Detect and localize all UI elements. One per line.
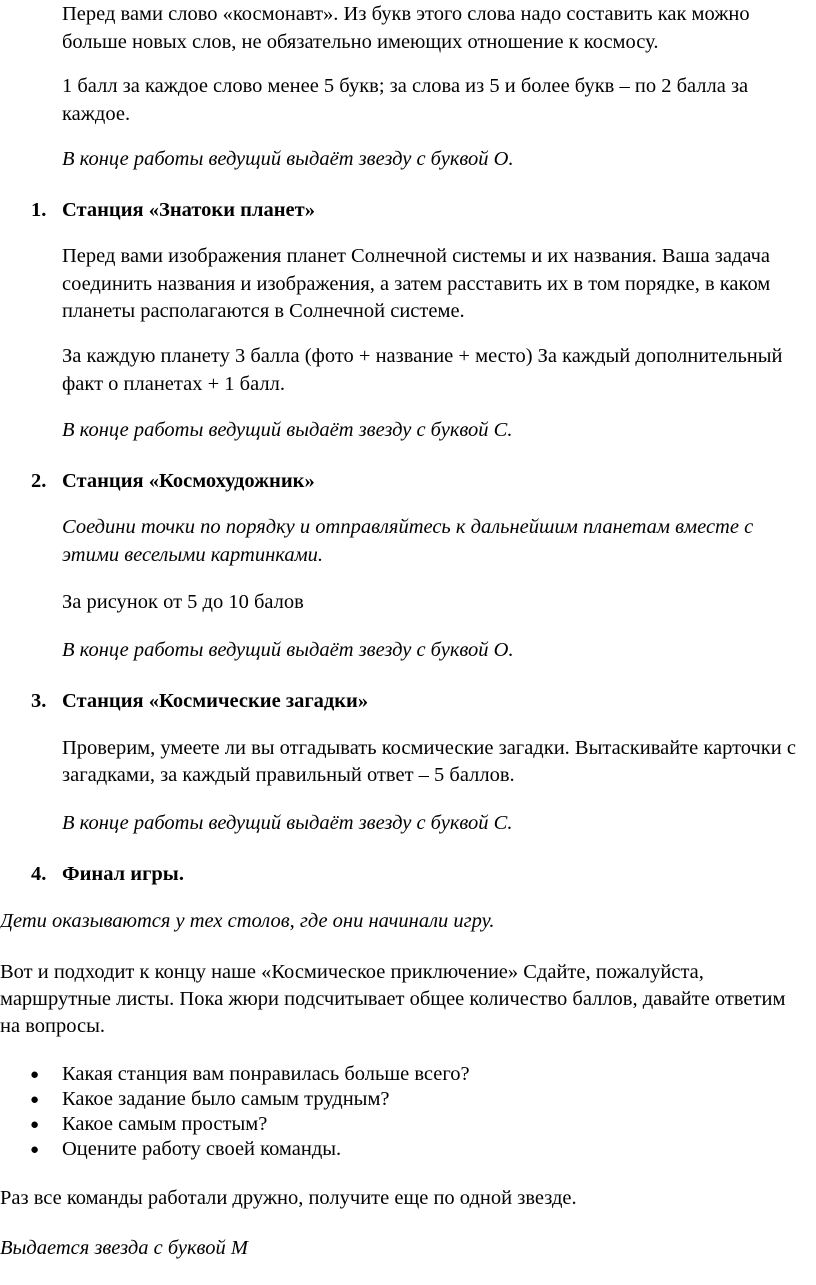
question-item: Какое самым простым?: [62, 1113, 268, 1135]
station-4-title: Финал игры.: [62, 863, 184, 885]
station-4-number: 4.: [31, 863, 47, 885]
station-2-desc-line-2: этими веселыми картинками.: [62, 544, 324, 566]
station-2-desc-line-1: Соедини точки по порядку и отправляйтесь к дальнейшим планетам вместе с: [62, 516, 754, 538]
station-1-desc-line-2: соединить названия и изображения, а затем расставить их в том порядке, в каком: [62, 273, 771, 295]
bullet-icon: ●: [30, 1117, 40, 1133]
station-1-star-note: В конце работы ведущий выдаёт звезду с буквой С.: [62, 419, 513, 441]
station-3-title: Станция «Космические загадки»: [62, 690, 369, 712]
bullet-icon: ●: [30, 1067, 40, 1083]
final-speech-line-2: маршрутные листы. Пока жюри подсчитывает общее количество баллов, давайте ответим: [0, 988, 786, 1010]
station-1-score-line-1: За каждую планету 3 балла (фото + название + место) За каждый дополнительный: [62, 345, 783, 367]
station-3-star-note: В конце работы ведущий выдаёт звезду с буквой С.: [62, 812, 513, 834]
station-1-number: 1.: [31, 199, 47, 221]
intro-task-line-2: больше новых слов, не обязательно имеющих отношение к космосу.: [62, 31, 659, 53]
final-closing: Раз все команды работали дружно, получите еще по одной звезде.: [0, 1187, 577, 1209]
final-children-note: Дети оказываются у тех столов, где они начинали игру.: [0, 910, 495, 932]
station-2-score-line-1: За рисунок от 5 до 10 балов: [62, 591, 304, 613]
station-3-number: 3.: [31, 690, 47, 712]
question-item: Оцените работу своей команды.: [62, 1138, 342, 1160]
bullet-icon: ●: [30, 1142, 40, 1158]
station-2-number: 2.: [31, 470, 47, 492]
final-last-star: Выдается звезда с буквой М: [0, 1237, 248, 1259]
final-speech-line-3: на вопросы.: [0, 1015, 105, 1037]
intro-score-line-1: 1 балл за каждое слово менее 5 букв; за слова из 5 и более букв – по 2 балла за: [62, 75, 749, 97]
bullet-icon: ●: [30, 1092, 40, 1108]
question-item: Какая станция вам понравилась больше всего?: [62, 1063, 470, 1085]
station-3-desc-line-1: Проверим, умеете ли вы отгадывать космические загадки. Вытаскивайте карточки с: [62, 737, 796, 759]
station-1-score-line-2: факт о планетах + 1 балл.: [62, 373, 285, 395]
station-2-title: Станция «Космохудожник»: [62, 470, 315, 492]
final-speech-line-1: Вот и подходит к концу наше «Космическое приключение» Сдайте, пожалуйста,: [0, 961, 704, 983]
station-1-desc-line-3: планеты располагаются в Солнечной системе.: [62, 300, 465, 322]
intro-task-line-1: Перед вами слово «космонавт». Из букв этого слова надо составить как можно: [62, 3, 750, 25]
intro-star-note: В конце работы ведущий выдаёт звезду с буквой О.: [62, 148, 514, 170]
intro-score-line-2: каждое.: [62, 103, 131, 125]
station-1-desc-line-1: Перед вами изображения планет Солнечной системы и их названия. Ваша задача: [62, 245, 771, 267]
question-item: Какое задание было самым трудным?: [62, 1088, 390, 1110]
station-3-desc-line-2: загадками, за каждый правильный ответ – 5 баллов.: [62, 764, 515, 786]
station-2-star-note: В конце работы ведущий выдаёт звезду с буквой О.: [62, 639, 514, 661]
station-1-title: Станция «Знатоки планет»: [62, 199, 315, 221]
